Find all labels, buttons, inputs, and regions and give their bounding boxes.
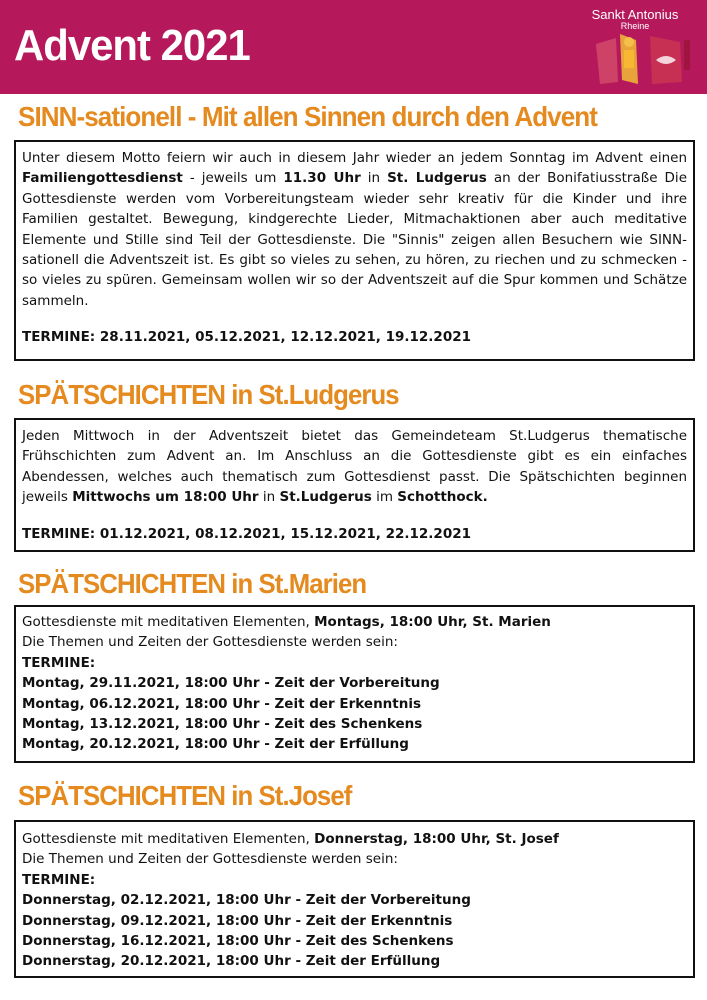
section-paragraph: [22, 148, 687, 311]
intro-text: Gottesdienste mit meditativen Elementen,: [22, 614, 315, 630]
section-box-josef: [14, 820, 695, 978]
bold-text: St.Ludgerus: [279, 489, 372, 506]
date-entry: Donnerstag, 20.12.2021, 18:00 Uhr - Zeit der Erfüllung: [22, 953, 441, 970]
date-entry: Montag, 29.11.2021, 18:00 Uhr - Zeit der Vorbereitung: [22, 675, 440, 692]
bold-text: Schotthock.: [397, 489, 488, 506]
intro-bold-text: Donnerstag, 18:00 Uhr, St. Josef: [314, 831, 559, 847]
section-box-sinn-sationell: [14, 140, 695, 361]
paragraph-text: - jeweils um: [182, 170, 284, 187]
bold-text: Mittwochs um 18:00 Uhr: [72, 489, 259, 506]
section-title-sinn-sationell: SINN-sationell - Mit allen Sinnen durch den Advent: [18, 101, 597, 132]
paragraph-text: an der Bonifatiusstraße Die Gottesdienste werden vom Vorbereitungsteam wieder sehr kreativ für die Kinder und ihre Familien gestaltet. Bewegung, kindgerechte Lieder, Mitmachaktionen aber auch meditative Elemente und Stille sind Teil der Gottesdienste. Die "Sinnis" zeigen allen Besuchern wie SINN-sationell die Adventszeit ist. Es gibt so vieles zu sehen, zu hören, zu riechen und zu schmecken - so vieles zu spüren. Gemeinsam wollen wir so der Adventszeit auf die Spur kommen und Schätze sammeln.: [22, 170, 687, 309]
logo-text: [575, 8, 695, 31]
section-paragraph: [22, 426, 687, 508]
termine-label: TERMINE:: [22, 654, 96, 671]
date-entry: Montag, 06.12.2021, 18:00 Uhr - Zeit der Erkenntnis: [22, 695, 422, 712]
bold-text: Familiengottesdienst: [22, 170, 183, 187]
section-intro: [22, 829, 687, 849]
termine-line: TERMINE: 28.11.2021, 05.12.2021, 12.12.2021, 19.12.2021: [22, 329, 472, 346]
intro-bold-text: Montags, 18:00 Uhr, St. Marien: [314, 614, 551, 630]
termine-label: TERMINE:: [22, 871, 96, 888]
date-entry: Montag, 13.12.2021, 18:00 Uhr - Zeit des Schenkens: [22, 716, 423, 733]
themes-line: Die Themen und Zeiten der Gottesdienste werden sein:: [22, 851, 398, 868]
section-box-ludgerus: [14, 418, 695, 552]
intro-text: Gottesdienste mit meditativen Elementen,: [22, 831, 315, 847]
spacer: [22, 311, 687, 327]
paragraph-text: im: [371, 489, 398, 506]
page-title: Advent 2021: [14, 21, 250, 70]
themes-line: Die Themen und Zeiten der Gottesdienste werden sein:: [22, 634, 398, 651]
logo-sub-text: Rheine: [620, 20, 650, 31]
paragraph-text: in: [258, 489, 280, 506]
date-entry: Donnerstag, 09.12.2021, 18:00 Uhr - Zeit der Erkenntnis: [22, 912, 453, 929]
date-entry: Donnerstag, 02.12.2021, 18:00 Uhr - Zeit der Vorbereitung: [22, 892, 471, 909]
church-figures-logo-icon: [590, 30, 694, 86]
header-banner: [0, 0, 707, 94]
termine-line: TERMINE: 01.12.2021, 08.12.2021, 15.12.2021, 22.12.2021: [22, 525, 472, 542]
bold-text: St. Ludgerus: [387, 170, 487, 187]
paragraph-text: Unter diesem Motto feiern wir auch in diesem Jahr wieder an jedem Sonntag im Advent einen: [22, 150, 687, 166]
section-title-ludgerus: SPÄTSCHICHTEN in St.Ludgerus: [18, 379, 399, 410]
section-title-josef: SPÄTSCHICHTEN in St.Josef: [18, 780, 352, 811]
paragraph-text: in: [360, 170, 388, 187]
bold-text: 11.30 Uhr: [283, 170, 361, 187]
date-entry: Donnerstag, 16.12.2021, 18:00 Uhr - Zeit des Schenkens: [22, 933, 454, 950]
section-title-marien: SPÄTSCHICHTEN in St.Marien: [18, 568, 367, 599]
paragraph-text: Jeden Mittwoch in der Adventszeit bietet das Gemeindeteam St.Ludgerus thematische Frühschichten zum Advent an. Im Anschluss an die Gottesdienste gibt es ein einfaches Abendessen, welches auch thematisch zum Gottesdienst passt. Die Spätschichten beginnen jeweils: [22, 428, 687, 506]
logo-main-text: Sankt Antonius: [591, 7, 679, 22]
section-intro: [22, 612, 687, 632]
date-entry: Montag, 20.12.2021, 18:00 Uhr - Zeit der Erfüllung: [22, 736, 409, 753]
section-box-marien: [14, 605, 695, 763]
spacer: [22, 508, 687, 524]
